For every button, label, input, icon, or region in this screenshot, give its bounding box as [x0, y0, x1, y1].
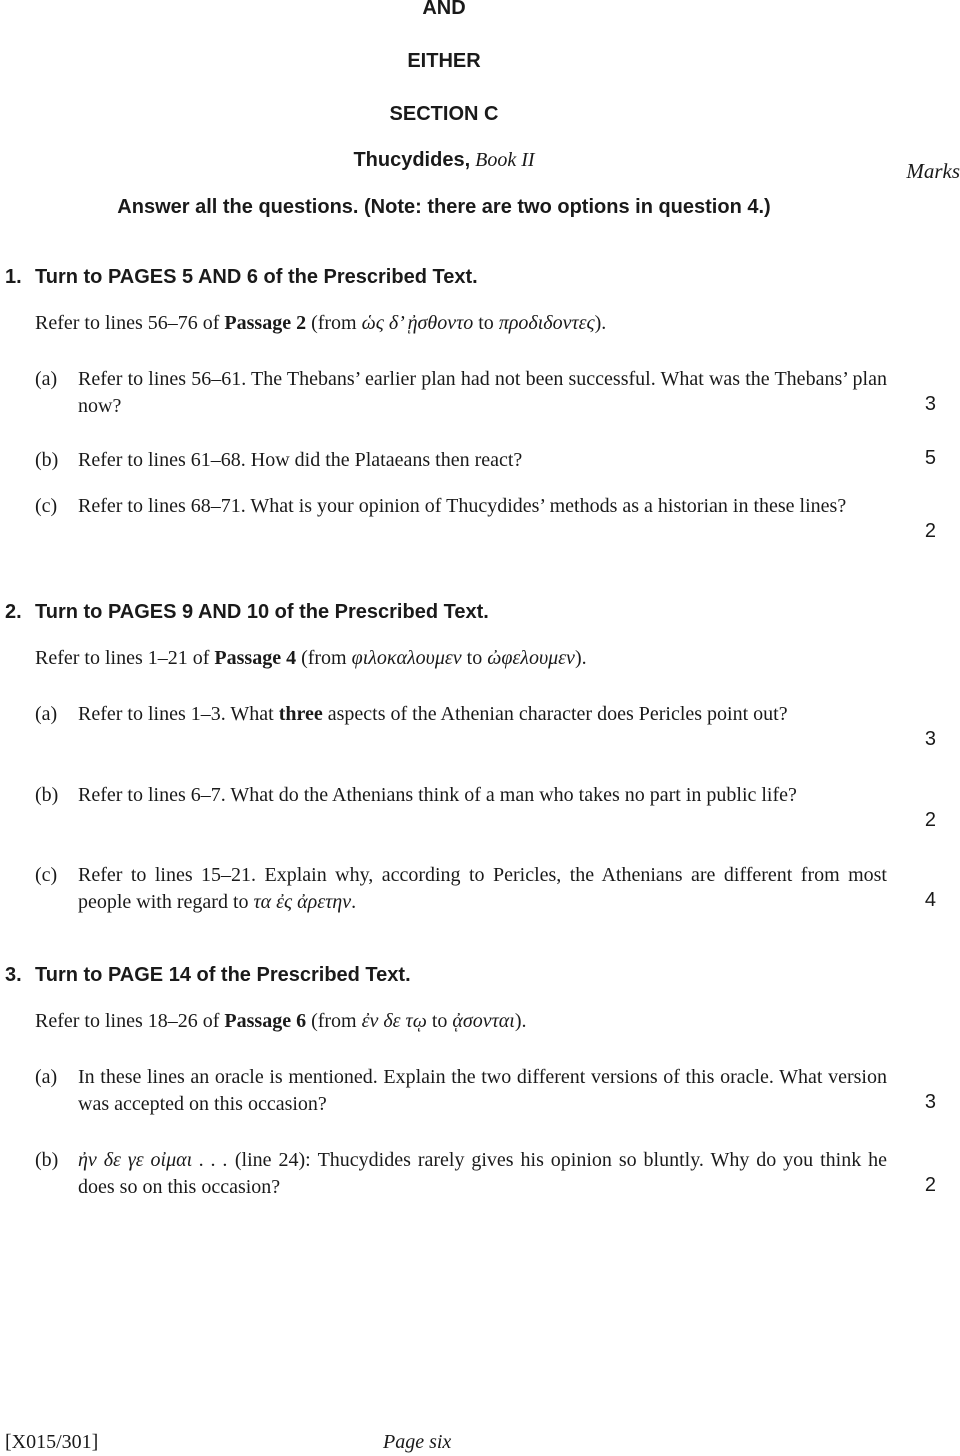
marks-heading: Marks	[906, 159, 960, 183]
question-3a	[35, 1064, 887, 1118]
and-heading: AND	[422, 0, 466, 19]
greek-start: ἐν δε τῳ	[361, 1010, 427, 1032]
ref-end: ).	[514, 1010, 527, 1032]
either-heading: EITHER	[407, 50, 481, 72]
question-3-heading	[5, 964, 411, 987]
subquestion-text: Refer to lines 6–7. What do the Athenians think of a man who takes no part in public life?	[78, 784, 797, 806]
author-name: Thucydides,	[353, 149, 471, 171]
question-2-heading	[5, 601, 489, 624]
ref-to: to	[466, 647, 483, 669]
question-3-reference	[35, 1008, 527, 1035]
text-title	[0, 149, 888, 172]
text-part: aspects of the Athenian character does Pericles point out?	[327, 703, 788, 725]
ref-passage: Passage 4	[214, 647, 297, 669]
ref-passage: Passage 6	[224, 1010, 307, 1032]
question-2c	[35, 862, 887, 916]
text-part: Refer to lines 1–3. What	[78, 703, 274, 725]
marks-1c: 2	[924, 520, 936, 542]
question-1-reference	[35, 310, 606, 337]
greek-phrase: ἠν δε γε οἰμαι . . .	[78, 1149, 228, 1171]
marks-2b: 2	[924, 809, 936, 831]
ref-text: Refer to lines 18–26 of	[35, 1010, 220, 1032]
subquestion-text: Refer to lines 61–68. How did the Plataeans then react?	[78, 449, 523, 471]
marks-2c: 4	[924, 889, 936, 911]
subquestion-label: (b)	[35, 784, 59, 806]
subquestion-label: (a)	[35, 1066, 58, 1088]
greek-end: ᾀσονται	[452, 1010, 515, 1032]
greek-start: φιλοκαλουμεν	[351, 647, 462, 669]
text-part: (line 24): Thucydides rarely gives his opinion so bluntly. Why do you think he does so on this occasion?	[78, 1149, 888, 1198]
question-1b	[35, 447, 887, 474]
subquestion-text: Refer to lines 56–61. The Thebans’ earlier plan had not been successful. What was the Thebans’ plan now?	[78, 368, 887, 417]
marks-1b: 5	[924, 447, 936, 469]
question-heading-text: Turn to PAGES 9 AND 10 of the Prescribed Text.	[35, 601, 489, 623]
question-number: 1.	[5, 266, 22, 288]
ref-end: ).	[594, 312, 607, 334]
ref-end: ).	[574, 647, 587, 669]
marks-3a: 3	[924, 1091, 936, 1113]
subquestion-label: (b)	[35, 1149, 59, 1171]
subquestion-label: (a)	[35, 703, 58, 725]
ref-text: Refer to lines 56–76 of	[35, 312, 220, 334]
page-number: Page six	[383, 1431, 452, 1453]
text-part: Refer to lines 15–21. Explain why, according to Pericles, the Athenians are different from most people with regard to	[78, 864, 887, 913]
paper-code: [X015/301]	[5, 1431, 99, 1453]
marks-3b: 2	[924, 1174, 936, 1196]
section-heading: SECTION C	[389, 103, 499, 125]
question-1c	[35, 493, 887, 520]
subquestion-text	[78, 1147, 887, 1201]
subquestion-label: (b)	[35, 449, 59, 471]
text-part: .	[351, 891, 357, 913]
question-number: 2.	[5, 601, 22, 623]
question-1-heading	[5, 266, 478, 289]
question-heading-text: Turn to PAGES 5 AND 6 of the Prescribed Text.	[35, 266, 478, 288]
marks-2a: 3	[924, 728, 936, 750]
ref-passage: Passage 2	[224, 312, 307, 334]
subquestion-text	[78, 701, 887, 728]
subquestion-label: (c)	[35, 864, 58, 886]
subquestion-text: Refer to lines 68–71. What is your opinion of Thucydides’ methods as a historian in these lines?	[78, 495, 847, 517]
ref-from: (from	[311, 1010, 357, 1032]
ref-text: Refer to lines 1–21 of	[35, 647, 210, 669]
ref-to: to	[431, 1010, 448, 1032]
greek-end: προδιδοντες	[498, 312, 595, 334]
question-3b	[35, 1147, 887, 1201]
subquestion-label: (a)	[35, 368, 58, 390]
subquestion-text: In these lines an oracle is mentioned. Explain the two different versions of this oracle. What version was accepted on this occasion?	[78, 1066, 887, 1115]
subquestion-text	[78, 862, 887, 916]
marks-1a: 3	[924, 393, 936, 415]
question-2-reference	[35, 645, 587, 672]
ref-to: to	[478, 312, 494, 334]
ref-from: (from	[311, 312, 357, 334]
greek-end: ὠφελουμεν	[487, 647, 575, 669]
question-1a	[35, 366, 887, 420]
instruction: Answer all the questions. (Note: there are two options in question 4.)	[117, 196, 771, 218]
question-number: 3.	[5, 964, 22, 986]
ref-from: (from	[301, 647, 347, 669]
question-2b	[35, 782, 887, 809]
greek-start: ὡς δ’ ᾐσθοντο	[361, 312, 474, 334]
question-heading-text: Turn to PAGE 14 of the Prescribed Text.	[35, 964, 411, 986]
question-2a	[35, 701, 887, 728]
greek-phrase: τα ἐς ἀρετην	[253, 891, 352, 913]
subquestion-label: (c)	[35, 495, 58, 517]
emphasis: three	[278, 703, 323, 725]
book-name: Book II	[475, 149, 535, 171]
